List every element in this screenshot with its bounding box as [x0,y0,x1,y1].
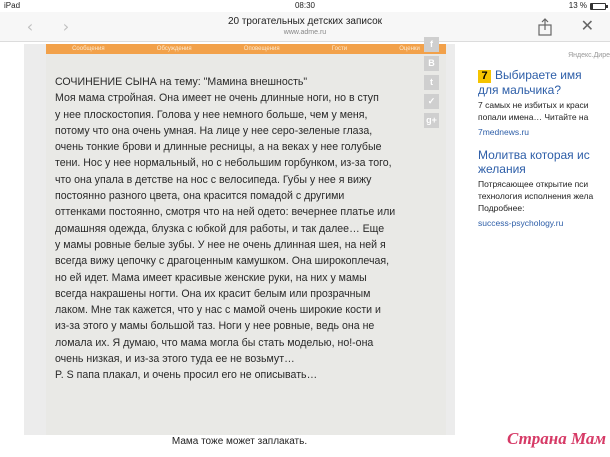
essay-line: лаком. Мне так кажется, что у нас с мамой очень широкие кости и [55,304,381,317]
facebook-share-button[interactable] [424,37,439,52]
image-caption: Мама тоже может заплакать. [171,436,308,447]
ad-item[interactable] [478,68,610,138]
chevron-right-icon: › [62,17,70,36]
photo-menu-bar [46,44,446,54]
article-image-frame [24,44,455,435]
essay-line: у нее плоскостопия. Голова у нее немного больше, чем у меня, [55,108,368,121]
site-watermark: Страна Мам [506,429,606,448]
essay-line: P. S папа плакал, и очень просил его не описывать… [55,369,318,382]
google-plus-icon: g+ [426,115,437,125]
ad-body-line: технология исполнения жела [478,191,594,201]
ad-badge: 7 [478,70,491,83]
essay-line: тени. Нос у нее нормальный, но с небольшим горбунком, из-за того, [55,157,392,170]
photo-menu-item: Оповещения [243,46,280,52]
ad-item[interactable] [478,148,610,229]
ad-body-line: попали имена… Читайте на [478,112,589,122]
note-photo [46,44,446,435]
vk-icon: В [428,58,435,68]
browser-toolbar [0,12,610,42]
ad-title-line[interactable]: желания [478,162,526,176]
battery-indicator [569,0,606,12]
google-plus-share-button[interactable] [424,113,439,128]
photo-menu-item: Обсуждения [156,46,192,52]
share-icon [537,18,553,36]
essay-line: у мамы ровные белые зубы. У нее не очень длинная шея, на ней я [55,238,386,251]
essay-line: потому что она очень умная. На лице у нее серо-зеленые глаза, [55,124,373,137]
photo-menu-item: Гости [331,46,348,52]
share-button[interactable] [537,18,553,36]
ad-title[interactable] [478,68,610,83]
essay-line: Моя мама стройная. Она имеет не очень длинные ноги, но в ступ [55,92,379,105]
photo-menu-item: Сообщения [72,46,105,52]
essay-line: ломала их. Я думаю, что мама могла бы стать моделью, но!-она [55,336,374,349]
ad-body-line: Подробнее: [478,203,525,213]
photo-menu-item: Оценки [399,46,420,52]
chevron-left-icon: ‹ [26,17,34,36]
close-icon: ✕ [580,16,594,35]
ads-sidebar [478,52,610,229]
ad-label: Яндекс.Дире [568,52,610,59]
essay-line: СОЧИНЕНИЕ СЫНА на тему: "Мамина внешность" [55,76,308,88]
battery-percent: 13 % [568,1,587,10]
essay-line: домашняя одежда, блузка с юбкой для работы, и так далее… Еще [55,222,385,235]
essay-line: всегда вижу цепочку с драгоценным камушком. Она широкоплечая, [55,255,390,268]
ad-link[interactable]: 7mednews.ru [478,127,530,137]
battery-icon [590,3,606,10]
device-name: iPad [4,1,21,10]
page-url[interactable]: www.adme.ru [283,29,327,36]
essay-line: постоянно разного цвета, она красится помадой с другими [55,190,345,203]
status-time: 08:30 [294,1,316,10]
page-title: 20 трогательных детских записок [227,16,383,27]
twitter-share-button[interactable] [424,75,439,90]
ad-body-line: 7 самых не избитых и краси [478,100,589,110]
essay-line: очень тонкие брови и длинные ресницы, а на веках у нее голубые [55,141,382,154]
close-button[interactable] [581,16,594,36]
ad-title-line[interactable]: Молитва которая ис [478,148,590,162]
ad-body-line: Потрясающее открытие пси [478,179,589,189]
essay-line: из-за этого у мамы большой таз. Ноги у нее ровные, ведь она не [55,320,375,333]
essay-line: всегда накрашены ногти. Она их красит белым или прозрачным [55,287,371,300]
essay-line: очень низкая, и из-за этого туда ее не возьмут… [55,353,295,366]
odnoklassniki-icon: ✓ [427,96,436,106]
essay-line: что она упала в детстве на нос с велосипеда. Губы у нее я вижу [55,173,372,186]
essay-text [55,74,433,384]
essay-line: но ей идет. Мама имеет красивые женские руки, на них у мамы [55,271,367,284]
ad-title-line: Выбираете имя [495,68,582,82]
odnoklassniki-share-button[interactable] [424,94,439,109]
essay-line: оттенками постоянно, смотря что на ней одето: вечернее платье или [55,206,396,219]
ad-link[interactable]: success-psychology.ru [478,218,564,228]
status-bar [0,0,610,12]
social-share-bar [424,37,439,128]
ad-title-line[interactable]: для мальчика? [478,83,562,97]
twitter-icon: t [430,77,433,87]
vk-share-button[interactable] [424,56,439,71]
facebook-icon: f [430,39,433,49]
